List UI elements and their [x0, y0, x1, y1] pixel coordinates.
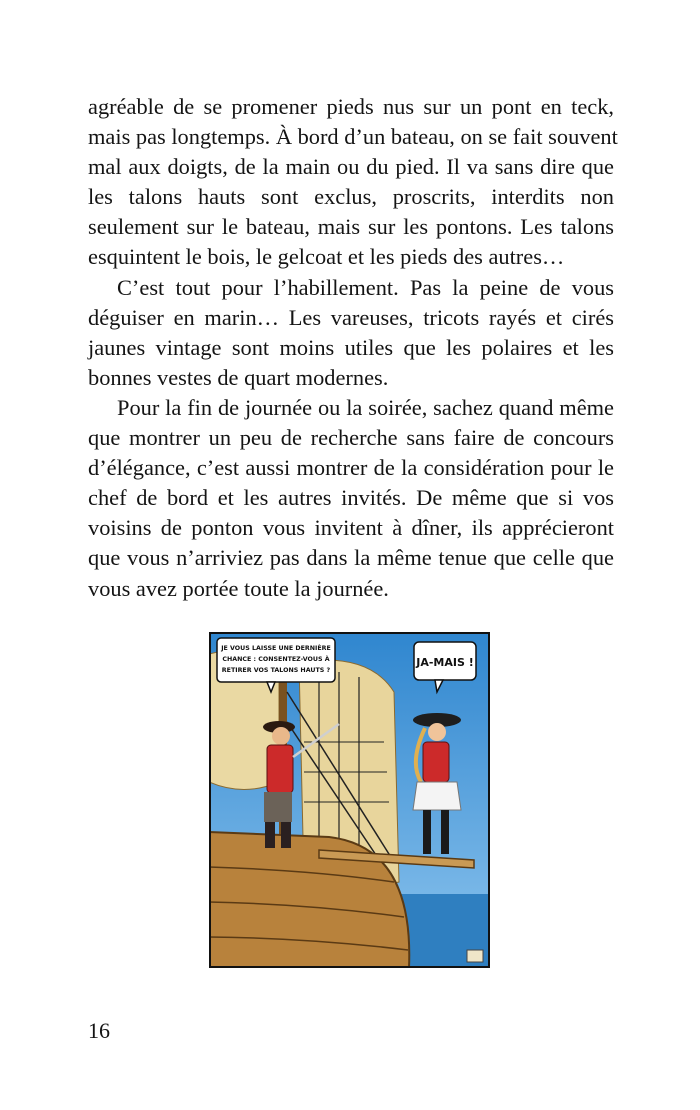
- page-number: 16: [88, 1018, 110, 1043]
- paragraph-1: [88, 92, 618, 273]
- text-line: mal aux doigts, de la main ou du pied. Il va sans dire que: [88, 154, 614, 180]
- text-line: les talons hauts sont exclus, proscrits, interdits non: [88, 184, 614, 210]
- text-line: vous avez portée toute la journée.: [88, 575, 389, 601]
- text-line: que vous n’arriviez pas dans la même tenue que celle que: [88, 545, 614, 571]
- text-line: voisins de ponton vous invitent à dîner, ils apprécieront: [88, 515, 614, 541]
- text-line: seulement sur le bateau, mais sur les pontons. Les talons: [88, 214, 614, 240]
- text-line: bonnes vestes de quart modernes.: [88, 364, 389, 390]
- text-line: agréable de se promener pieds nus sur un pont en teck,: [88, 94, 614, 119]
- text-line: chef de bord et les autres invités. De même que si vos: [88, 485, 614, 511]
- cartoon-svg: [209, 632, 490, 968]
- speech-left-line: CHANCE : CONSENTEZ-VOUS À: [222, 656, 330, 663]
- speech-left-line: RETIRER VOS TALONS HAUTS ?: [221, 667, 331, 674]
- text-line: d’élégance, c’est aussi montrer de la considération pour le: [88, 455, 614, 481]
- text-line: C’est tout pour l’habillement. Pas la peine de vous: [117, 274, 614, 300]
- cartoon-illustration: [209, 632, 490, 968]
- text-line: déguiser en marin… Les vareuses, tricots rayés et cirés: [88, 304, 614, 330]
- artist-mark: [467, 950, 483, 962]
- paragraph-3: [88, 393, 614, 604]
- text-line: que montrer un peu de recherche sans faire de concours: [88, 425, 614, 451]
- speech-left-line: JE VOUS LAISSE UNE DERNIÈRE: [221, 645, 331, 652]
- speech-right-text: JA-MAIS !: [416, 656, 474, 669]
- body-text: [88, 92, 618, 604]
- text-line: esquintent le bois, le gelcoat et les pieds des autres…: [88, 244, 565, 270]
- text-line: jaunes vintage sont moins utiles que les polaires et les: [88, 334, 614, 360]
- text-line: mais pas longtemps. À bord d’un bateau, on se fait souvent: [88, 124, 618, 150]
- text-line: Pour la fin de journée ou la soirée, sachez quand même: [117, 394, 614, 420]
- paragraph-2: [88, 273, 614, 393]
